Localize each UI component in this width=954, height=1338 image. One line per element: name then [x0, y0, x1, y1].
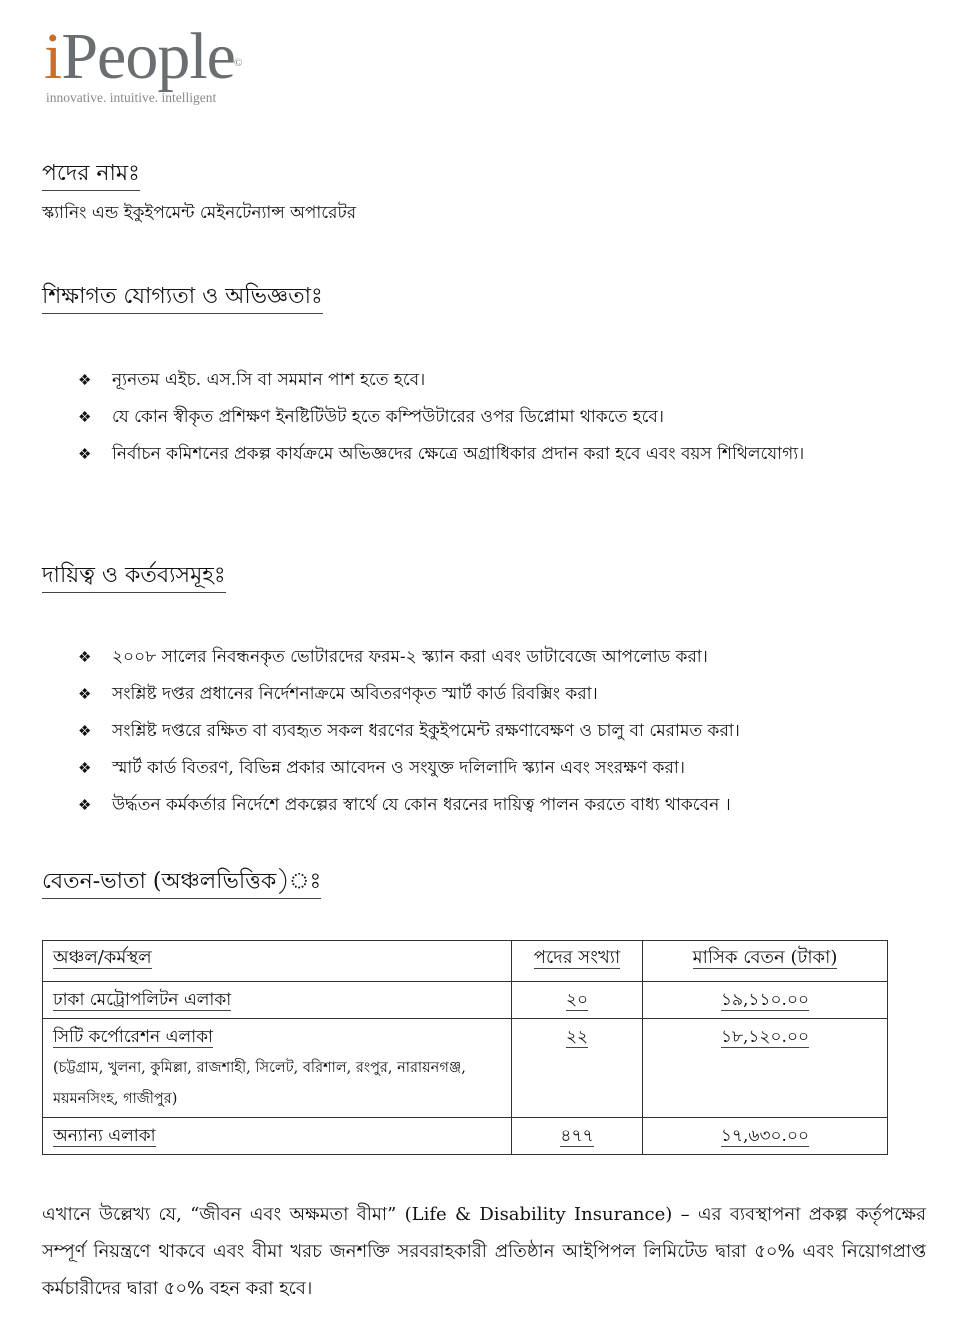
list-item: ❖ নির্বাচন কমিশনের প্রকল্প কার্যক্রমে অভিজ্ঞদের ক্ষেত্রে অগ্রাধিকার প্রদান করা হবে এবং বয়স শিথিলযোগ্য।: [78, 436, 918, 473]
cell-area: সিটি কর্পোরেশন এলাকা (চট্টগ্রাম, খুলনা, কুমিল্লা, রাজশাহী, সিলেট, বরিশাল, রংপুর, নারায়নগঞ্জ, ময়মনসিংহ, গাজীপুর): [43, 1019, 512, 1118]
cell-salary: ১৮,১২০.০০: [643, 1019, 888, 1118]
post-heading: পদের নামঃ: [42, 160, 140, 191]
post-title: স্ক্যানিং এন্ড ইকুইপমেন্ট মেইনটেন্যান্স অপারেটর: [42, 203, 357, 223]
salary-heading: বেতন-ভাতা (অঞ্চলভিত্তিক)ঃ: [42, 868, 321, 899]
cell-salary: ১৭,৬৩০.০০: [643, 1118, 888, 1155]
list-item: ❖ সংশ্লিষ্ট দপ্তরে রক্ষিত বা ব্যবহৃত সকল ধরণের ইকুইপমেন্ট রক্ষণাবেক্ষণ ও চালু বা মেরামত করা।: [78, 713, 918, 750]
diamond-bullet-icon: ❖: [78, 796, 92, 814]
table-row: [43, 1019, 888, 1118]
list-item: ❖ যে কোন স্বীকৃত প্রশিক্ষণ ইনষ্টিটিউট হতে কম্পিউটারের ওপর ডিপ্লোমা থাকতে হবে।: [78, 399, 918, 436]
duties-list: [78, 639, 918, 824]
logo-wordmark: iPeople ©: [44, 22, 235, 92]
diamond-bullet-icon: ❖: [78, 445, 92, 463]
qualification-heading: শিক্ষাগত যোগ্যতা ও অভিজ্ঞতাঃ: [42, 283, 323, 314]
diamond-bullet-icon: ❖: [78, 648, 92, 666]
diamond-bullet-icon: ❖: [78, 759, 92, 777]
list-item: ❖ সংশ্লিষ্ট দপ্তর প্রধানের নির্দেশনাক্রমে অবিতরণকৃত স্মার্ট কার্ড রিবক্সিং করা।: [78, 676, 918, 713]
company-logo: [44, 20, 242, 106]
table-header-row: [43, 941, 888, 982]
cell-salary: ১৯,১১০.০০: [643, 982, 888, 1019]
cell-count: ৪৭৭: [512, 1118, 643, 1155]
list-item: ❖ ২০০৮ সালের নিবন্ধনকৃত ভোটারদের ফরম-২ স্ক্যান করা এবং ডাটাবেজে আপলোড করা।: [78, 639, 918, 676]
insurance-note: এখানে উল্লেখ্য যে, “জীবন এবং অক্ষমতা বীমা” (Life & Disability Insurance) – এর ব্যবস্থাপনা প্রকল্প কর্তৃপক্ষের সম্পূর্ণ নিয়ন্ত্রণে থাকবে এবং বীমা খরচ জনশক্তি সরবরাহকারী প্রতিষ্ঠান আইপিপল লিমিটেড দ্বারা ৫০% এবং নিয়োগপ্রাপ্ত কর্মচারীদের দ্বারা ৫০% বহন করা হবে।: [42, 1204, 926, 1299]
diamond-bullet-icon: ❖: [78, 722, 92, 740]
salary-table: [42, 940, 888, 1155]
registered-mark: ©: [234, 57, 242, 69]
list-item: ❖ ন্যূনতম এইচ. এস.সি বা সমমান পাশ হতে হবে।: [78, 362, 918, 399]
column-header-count: পদের সংখ্যা: [512, 941, 643, 982]
duties-heading: দায়িত্ব ও কর্তব্যসমূহঃ: [42, 562, 226, 593]
column-header-area: অঞ্চল/কর্মস্থল: [43, 941, 512, 982]
cell-area: ঢাকা মেট্রোপলিটন এলাকা: [43, 982, 512, 1019]
diamond-bullet-icon: ❖: [78, 371, 92, 389]
cell-count: ২০: [512, 982, 643, 1019]
diamond-bullet-icon: ❖: [78, 408, 92, 426]
list-item: ❖ উর্দ্ধতন কর্মকর্তার নির্দেশে প্রকল্পের স্বার্থে যে কোন ধরনের দায়িত্ব পালন করতে বাধ্য থাকবেন ।: [78, 787, 918, 824]
table-row: [43, 1118, 888, 1155]
table-row: [43, 982, 888, 1019]
column-header-salary: মাসিক বেতন (টাকা): [643, 941, 888, 982]
list-item: ❖ স্মার্ট কার্ড বিতরণ, বিভিন্ন প্রকার আবেদন ও সংযুক্ত দলিলাদি স্ক্যান এবং সংরক্ষণ করা।: [78, 750, 918, 787]
area-note: (চট্টগ্রাম, খুলনা, কুমিল্লা, রাজশাহী, সিলেট, বরিশাল, রংপুর, নারায়নগঞ্জ, ময়মনসিংহ, গাজীপুর): [53, 1060, 466, 1107]
qualification-list: [78, 362, 918, 473]
cell-count: ২২: [512, 1019, 643, 1118]
logo-tagline: innovative. intuitive. intelligent: [46, 90, 217, 105]
diamond-bullet-icon: ❖: [78, 685, 92, 703]
cell-area: অন্যান্য এলাকা: [43, 1118, 512, 1155]
